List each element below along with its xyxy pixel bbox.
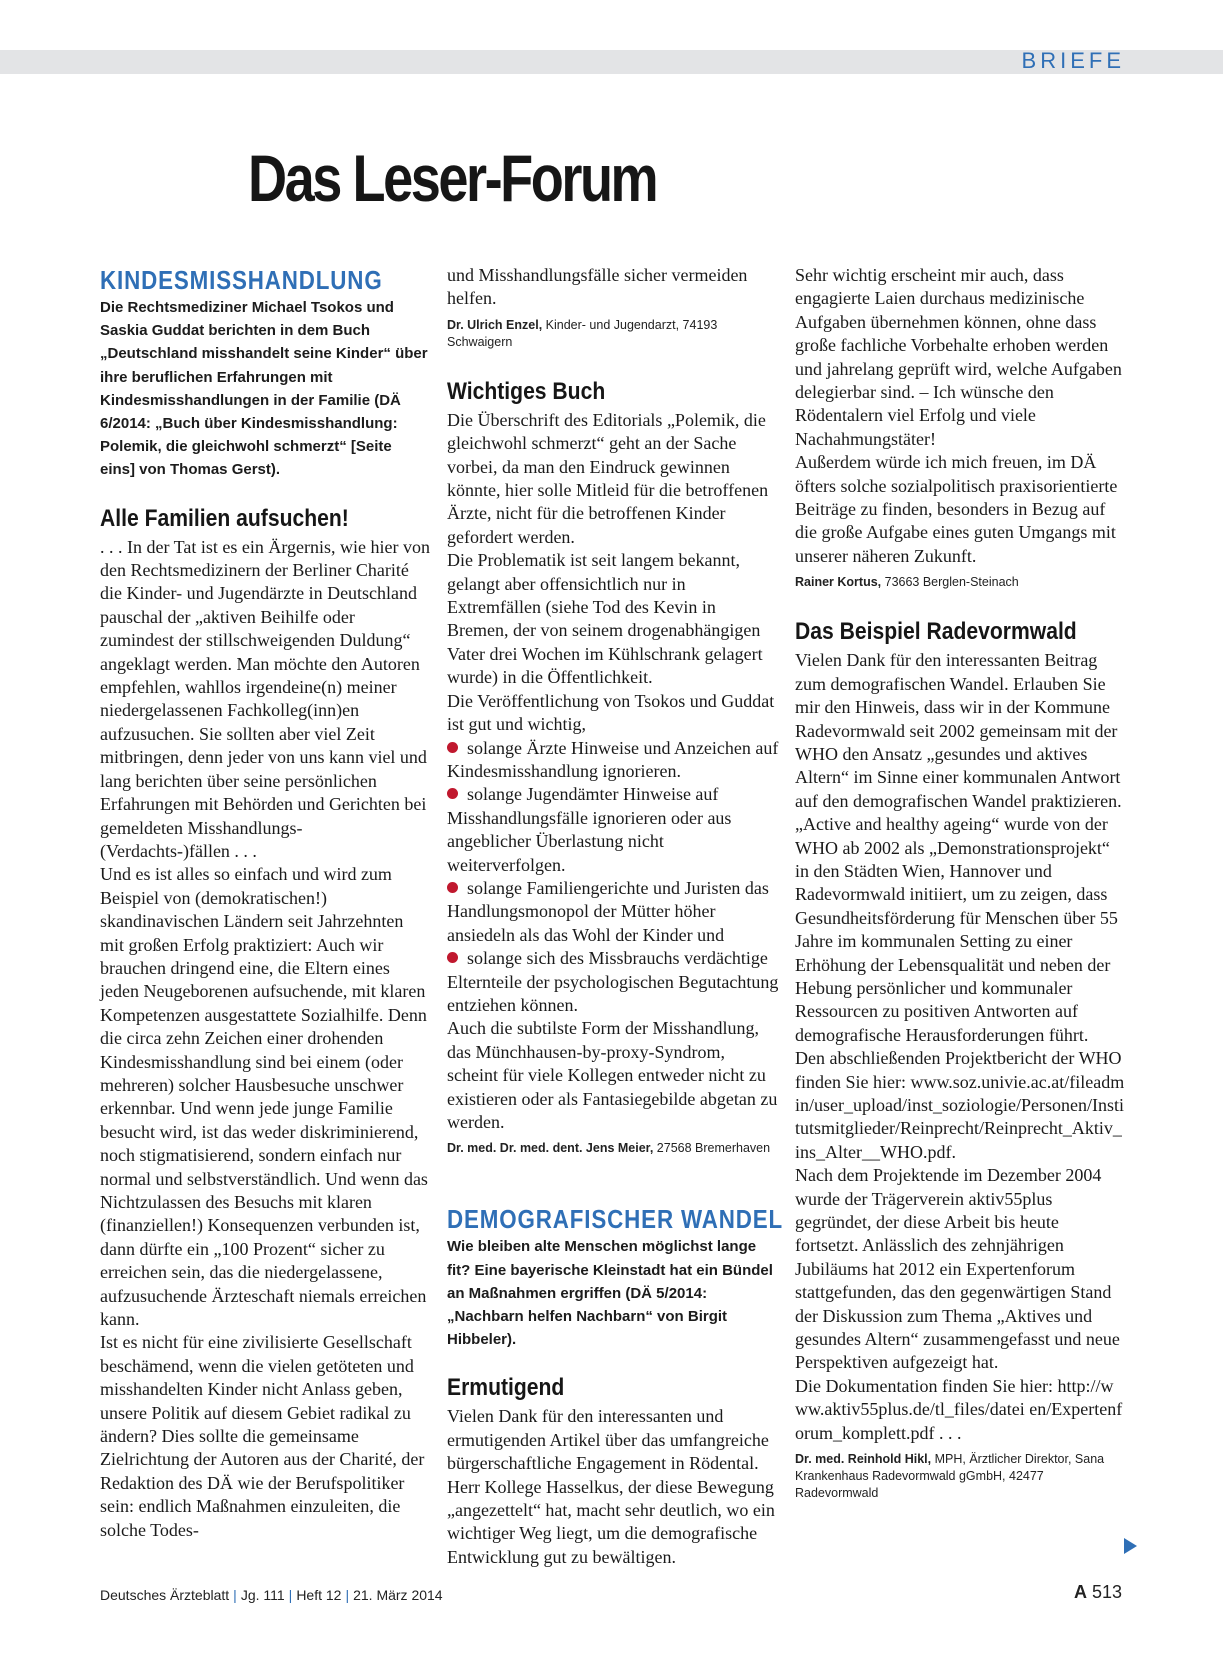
author-name: Rainer Kortus, [795, 575, 882, 590]
letter-title: Ermutigend [447, 1374, 565, 1402]
letter-body [447, 409, 780, 1135]
letter-paragraph: Sehr wichtig erscheint mir auch, dass engagierte Laien durchaus medizinische Aufgaben übernehmen können, ohne dass große fachliche Vorbehalte erhoben werden und jahrelang geprüft wird, welche Aufgaben delegierbar sind. – Ich wünsche den Rödentalern viel Erfolg und viele Nachahmungstäter! [795, 265, 1122, 449]
letter-paragraph: Außerdem würde ich mich freuen, im DÄ öfters solche sozialpolitisch praxisorientierte Beiträge zu finden, besonders in Bezug auf die große Aufgabe eines guten Umgangs mit unserer näheren Zukunft. [795, 452, 1118, 566]
letter-body-continued [447, 264, 780, 311]
topic-intro: Wie bleiben alte Menschen möglichst lange fit? Eine bayerische Kleinstadt hat ein Bündel an Maßnahmen ergriffen (DÄ 5/2014: „Nachbarn helfen Nachbarn“ von Birgit Hibbeler). [447, 1238, 773, 1349]
topic-heading: DEMOGRAFISCHER WANDEL [447, 1204, 784, 1235]
footer-journal-info [100, 1587, 443, 1603]
column-1 [100, 264, 430, 1542]
bullet-dot-icon [447, 952, 458, 963]
separator: | [233, 1587, 237, 1603]
page-number [1074, 1582, 1122, 1603]
letter-paragraph: Vielen Dank für den interessanten und ermutigenden Artikel über das umfangreiche bürgerschaftliche Engagement in Rödental. Herr Kollege Hasselkus, der diese Bewegung „angezettelt“ hat, macht sehr deutlich, wo ein wichtiger Weg liegt, um die demografische Entwicklung gut zu bewältigen. [447, 1406, 775, 1567]
author-name: Dr. med. Dr. med. dent. Jens Meier, [447, 1141, 654, 1156]
continue-arrow-icon [1124, 1538, 1137, 1554]
letter-body [795, 649, 1125, 1445]
letter-signature [795, 1451, 1125, 1502]
letter-paragraph: Die Dokumentation finden Sie hier: http://www.aktiv55plus.de/tl_files/datei en/Expertenforum_komplett.pdf . . . [795, 1375, 1123, 1443]
letter-paragraph: Vielen Dank für den interessanten Beitrag zum demografischen Wandel. Erlauben Sie mir den Hinweis, dass wir in der Kommune Radevormwald seit 2002 gemeinsam mit der WHO den Ansatz „gesundes und aktives Altern“ im Sinne einer kommunalen Antwort auf den demografischen Wandel praktizieren. [795, 650, 1122, 811]
letter-paragraph: Die Überschrift des Editorials „Polemik, die gleichwohl schmerzt“ geht an der Sache vorbei, da man den Eindruck gewinnen könnte, hier solle Mitleid für die betroffenen Ärzte, nicht für die betroffenen Kinder gefordert werden. [447, 409, 769, 547]
author-name: Dr. Ulrich Enzel, [447, 317, 543, 332]
letter-paragraph: Nach dem Projektende im Dezember 2004 wurde der Trägerverein aktiv55plus gegründet, der diese Arbeit bis heute fortsetzt. Anlässlich des zehnjährigen Jubiläums hat 2012 ein Expertenforum stattgefunden, das den gegenwärtigen Stand der Diskussion zum Thema „Aktives und gesundes Altern“ zusammengefasst und neue Perspektiven aufgezeigt hat. [795, 1165, 1120, 1373]
separator: | [345, 1587, 350, 1603]
letter-body [100, 536, 430, 1542]
letter-body-continued [795, 264, 1125, 568]
letter-paragraph: Die Veröffentlichung von Tsokos und Guddat ist gut und wichtig, [447, 690, 775, 735]
letter-paragraph: . . . In der Tat ist es ein Ärgernis, wie hier von den Rechtsmedizinern der Berliner Charité die Kinder- und Jugendärzte in Deutschland pauschal der „aktiven Beihilfe oder zumindest der stillschweigenden Duldung“ angeklagt werden. Man möchte den Autoren empfehlen, wahllos irgendeine(n) meiner niedergelassenen Fachkolleg(inn)en aufzusuchen. Sie sollten aber viel Zeit mitbringen, denn jeder von uns kann viel und lang berichten über seine persönlichen Erfahrungen mit Behörden und Gerichten bei gemeldeten Misshandlungs-(Verdachts-)fällen . . . [100, 536, 431, 861]
letter-title: Wichtiges Buch [447, 377, 606, 405]
author-details: Kinder- und Jugendarzt, 74193 Schwaigern [447, 317, 718, 349]
letter-paragraph: Und es ist alles so einfach und wird zum Beispiel von (demokratischen!) skandinavischen Ländern seit Jahrzehnten mit großen Erfolg praktiziert: Auch wir brauchen dringend eine, die Eltern eines jeden Neugeborenen aufsuchende, mit klaren Kompetenzen ausgestattete Sozialhilfe. Denn die circa zehn Zeichen einer drohenden Kindesmisshandlung sind bei einem (oder mehreren) solcher Hausbesuche unschwer erkennbar. Und wenn jede junge Familie besucht wird, ist das weder diskriminierend, noch stigmatisierend, sondern einfach nur normal und selbstverständlich. Und wenn das Nichtzulassen des Besuchs mit klaren (finanziellen!) Konsequenzen verbunden ist, dann dürfte ein „100 Prozent“ sicher zu erreichen sein, das die niedergelassene, aufzusuchende Ärzteschaft niemals erreichen kann. [100, 864, 428, 1330]
author-name: Dr. med. Reinhold Hikl, [795, 1452, 932, 1467]
page-number-value: 513 [1091, 1582, 1122, 1602]
letter-paragraph: „Active and healthy ageing“ wurde von der WHO ab 2002 als „Demonstrationsprojekt“ in den Städten Wien, Hannover und Radevormwald initiiert, um zu zeigen, dass Gesundheitsförderung für Menschen über 55 Jahre im kommunalen Setting zu einer Erhöhung der Lebensqualität und neben der Hebung persönlicher und kommunaler Ressourcen zu positiven Antworten auf demografische Herausforderungen führt. [795, 814, 1118, 1045]
bullet-item: solange Familiengerichte und Juristen das Handlungsmonopol der Mütter höher ansiedeln als das Wohl der Kinder und [447, 877, 769, 945]
topic-intro: Die Rechtsmediziner Michael Tsokos und Saskia Guddat berichten in dem Buch „Deutschland misshandelt seine Kinder“ über ihre beruflichen Erfahrungen mit Kindesmisshandlungen in der Familie (DÄ 6/2014: „Buch über Kindesmisshandlung: Polemik, die gleichwohl schmerzt“ [Seite eins] von Thomas Gerst). [100, 299, 428, 479]
letter-paragraph: Die Problematik ist seit langem bekannt, gelangt aber offensichtlich nur in Extremfällen (siehe Tod des Kevin in Bremen, der von seinem drogenabhängigen Vater drei Wochen im Kühlschrank gelagert wurde) in die Öffentlichkeit. [447, 550, 763, 688]
separator: | [288, 1587, 293, 1603]
bullet-item: solange Jugendämter Hinweise auf Misshandlungsfälle ignorieren oder aus angeblicher Überlastung nicht weiterverfolgen. [447, 784, 732, 875]
letter-paragraph: Auch die subtilste Form der Misshandlung, das Münchhausen-by-proxy-Syndrom, scheint für viele Kollegen entweder nicht zu existieren oder als Fantasiegebilde abgetan zu werden. [447, 1018, 778, 1132]
letter-paragraph: und Misshandlungsfälle sicher vermeiden helfen. [447, 265, 748, 309]
bullet-item: solange sich des Missbrauchs verdächtige Elternteile der psychologischen Begutachtung entziehen können. [447, 948, 779, 1015]
journal-volume: Jg. 111 [240, 1587, 285, 1603]
bullet-item: solange Ärzte Hinweise und Anzeichen auf Kindesmisshandlung ignorieren. [447, 737, 779, 781]
letter-paragraph: Den abschließenden Projektbericht der WHO finden Sie hier: www.soz.univie.ac.at/fileadmin/user_upload/inst_soziologie/Personen/Institutsmitglieder/Reinprecht/Reinprecht_Aktiv_ins_Alter__WHO.pdf. [795, 1048, 1125, 1162]
section-label: BRIEFE [1021, 48, 1125, 73]
author-details: 27568 Bremerhaven [653, 1141, 771, 1156]
bullet-dot-icon [447, 788, 458, 799]
journal-date: 21. März 2014 [353, 1587, 443, 1603]
journal-name: Deutsches Ärzteblatt [100, 1587, 230, 1603]
author-details: 73663 Berglen-Steinach [881, 575, 1019, 590]
letter-body [447, 1405, 780, 1569]
bullet-dot-icon [447, 742, 458, 753]
letter-signature [447, 1140, 780, 1157]
page-prefix: A [1073, 1582, 1087, 1602]
letter-signature [447, 317, 780, 351]
letter-signature [795, 574, 1125, 591]
column-2 [447, 264, 784, 1569]
column-3 [795, 264, 1125, 1502]
letter-title: Das Beispiel Radevormwald [795, 618, 1077, 646]
topic-heading: KINDESMISSHANDLUNG [100, 265, 383, 295]
journal-issue: Heft 12 [296, 1587, 342, 1603]
page-title: Das Leser-Forum [248, 141, 657, 215]
bullet-dot-icon [447, 882, 458, 893]
author-details: MPH, Ärztlicher Direktor, Sana Krankenhaus Radevormwald gGmbH, 42477 Radevormwald [795, 1452, 1105, 1501]
letter-paragraph: Ist es nicht für eine zivilisierte Gesellschaft beschämend, wenn die vielen getöteten und misshandelten Kinder nicht Anlass geben, unsere Politik auf diesem Gebiet radikal zu ändern? Dies sollte die gemeinsame Zielrichtung der Autoren aus der Charité, der Redaktion des DÄ wie der Berufspolitiker sein: endlich Maßnahmen einzuleiten, die solche Todes- [100, 1332, 425, 1540]
letter-title: Alle Familien aufsuchen! [100, 504, 349, 532]
